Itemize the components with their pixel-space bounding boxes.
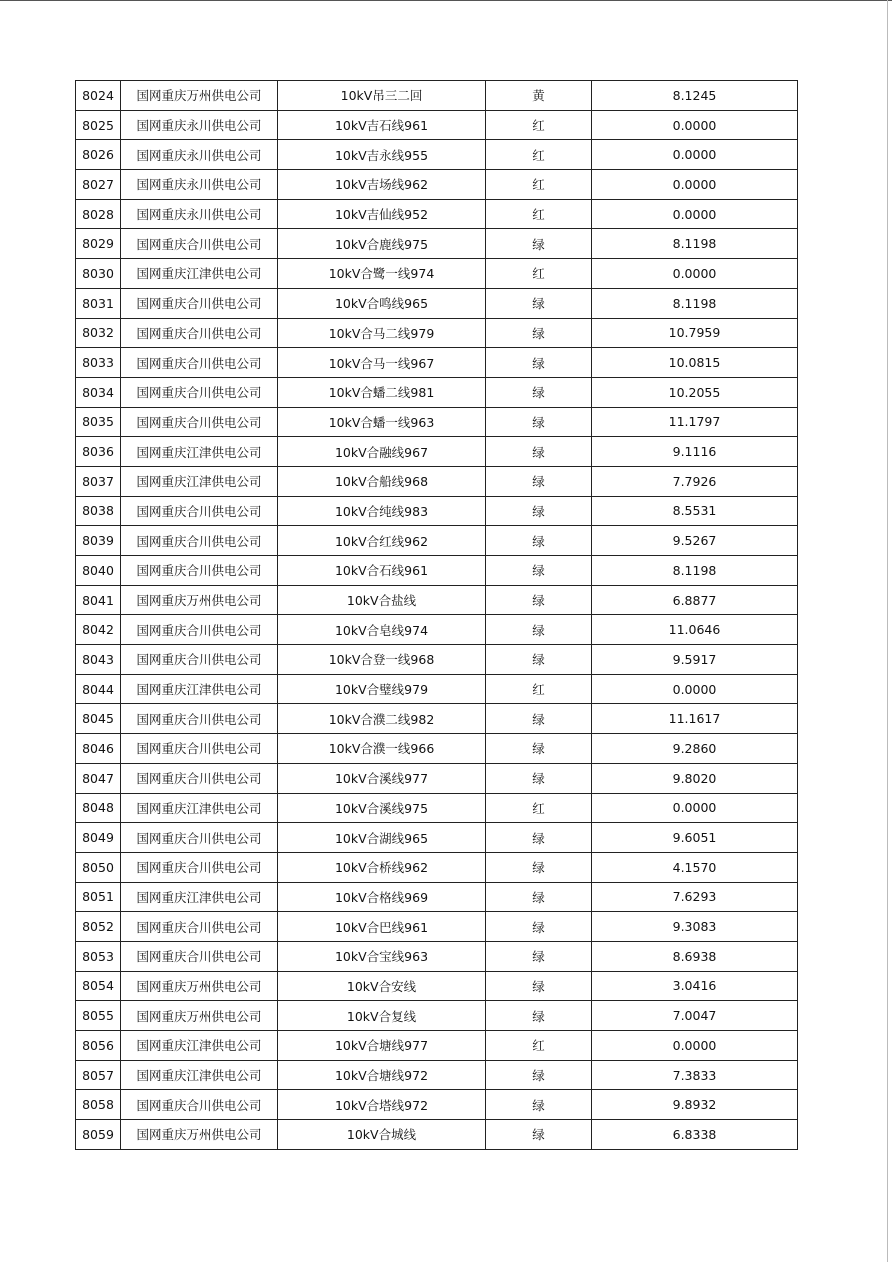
company-name-cell: 国网重庆合川供电公司 (121, 734, 278, 764)
line-name-cell: 10kV合安线 (278, 971, 486, 1001)
table-row (76, 81, 798, 111)
table-row (76, 971, 798, 1001)
line-name-cell: 10kV合融线967 (278, 437, 486, 467)
table-row (76, 734, 798, 764)
status-color-cell: 绿 (486, 437, 592, 467)
status-color-cell: 红 (486, 110, 592, 140)
company-name-cell: 国网重庆万州供电公司 (121, 1120, 278, 1150)
table-row (76, 348, 798, 378)
status-color-cell: 绿 (486, 1001, 592, 1031)
page-right-border (887, 0, 888, 1262)
company-name-cell: 国网重庆合川供电公司 (121, 823, 278, 853)
line-name-cell: 10kV合巴线961 (278, 912, 486, 942)
value-cell: 7.7926 (592, 466, 798, 496)
table-row (76, 823, 798, 853)
value-cell: 9.8020 (592, 763, 798, 793)
line-name-cell: 10kV吉永线955 (278, 140, 486, 170)
table-row (76, 882, 798, 912)
status-color-cell: 绿 (486, 1090, 592, 1120)
row-number-cell: 8051 (76, 882, 121, 912)
company-name-cell: 国网重庆合川供电公司 (121, 348, 278, 378)
value-cell: 9.2860 (592, 734, 798, 764)
row-number-cell: 8028 (76, 199, 121, 229)
status-color-cell: 红 (486, 674, 592, 704)
value-cell: 11.1617 (592, 704, 798, 734)
line-name-cell: 10kV合塔线972 (278, 1090, 486, 1120)
value-cell: 10.0815 (592, 348, 798, 378)
company-name-cell: 国网重庆江津供电公司 (121, 259, 278, 289)
value-cell: 7.3833 (592, 1060, 798, 1090)
company-name-cell: 国网重庆江津供电公司 (121, 437, 278, 467)
table-row (76, 259, 798, 289)
table-row (76, 793, 798, 823)
line-name-cell: 10kV吉仙线952 (278, 199, 486, 229)
table-row (76, 526, 798, 556)
row-number-cell: 8052 (76, 912, 121, 942)
company-name-cell: 国网重庆合川供电公司 (121, 407, 278, 437)
line-name-cell: 10kV吉石线961 (278, 110, 486, 140)
table-row (76, 110, 798, 140)
status-color-cell: 绿 (486, 882, 592, 912)
table-row (76, 1090, 798, 1120)
value-cell: 8.6938 (592, 941, 798, 971)
line-name-cell: 10kV合皂线974 (278, 615, 486, 645)
value-cell: 8.5531 (592, 496, 798, 526)
line-name-cell: 10kV合红线962 (278, 526, 486, 556)
company-name-cell: 国网重庆永川供电公司 (121, 170, 278, 200)
row-number-cell: 8037 (76, 466, 121, 496)
company-name-cell: 国网重庆合川供电公司 (121, 645, 278, 675)
table-row (76, 407, 798, 437)
table-row (76, 1060, 798, 1090)
status-color-cell: 绿 (486, 912, 592, 942)
status-color-cell: 绿 (486, 407, 592, 437)
value-cell: 11.0646 (592, 615, 798, 645)
line-name-cell: 10kV合石线961 (278, 556, 486, 586)
value-cell: 0.0000 (592, 199, 798, 229)
line-name-cell: 10kV合鸣线965 (278, 288, 486, 318)
company-name-cell: 国网重庆合川供电公司 (121, 704, 278, 734)
row-number-cell: 8042 (76, 615, 121, 645)
table-row (76, 704, 798, 734)
line-name-cell: 10kV合湖线965 (278, 823, 486, 853)
company-name-cell: 国网重庆永川供电公司 (121, 199, 278, 229)
table-row (76, 229, 798, 259)
row-number-cell: 8029 (76, 229, 121, 259)
company-name-cell: 国网重庆合川供电公司 (121, 556, 278, 586)
row-number-cell: 8031 (76, 288, 121, 318)
table-row (76, 199, 798, 229)
status-color-cell: 红 (486, 259, 592, 289)
line-name-cell: 10kV合璧线979 (278, 674, 486, 704)
status-color-cell: 黄 (486, 81, 592, 111)
table-row (76, 615, 798, 645)
company-name-cell: 国网重庆合川供电公司 (121, 763, 278, 793)
line-name-cell: 10kV合桥线962 (278, 852, 486, 882)
line-name-cell: 10kV合船线968 (278, 466, 486, 496)
row-number-cell: 8043 (76, 645, 121, 675)
row-number-cell: 8036 (76, 437, 121, 467)
table-row (76, 852, 798, 882)
company-name-cell: 国网重庆合川供电公司 (121, 229, 278, 259)
status-color-cell: 绿 (486, 288, 592, 318)
row-number-cell: 8054 (76, 971, 121, 1001)
line-name-cell: 10kV合鹭一线974 (278, 259, 486, 289)
company-name-cell: 国网重庆合川供电公司 (121, 526, 278, 556)
table-row (76, 377, 798, 407)
company-name-cell: 国网重庆合川供电公司 (121, 318, 278, 348)
table-row (76, 1120, 798, 1150)
company-name-cell: 国网重庆永川供电公司 (121, 110, 278, 140)
table-row (76, 674, 798, 704)
line-name-cell: 10kV合濮二线982 (278, 704, 486, 734)
status-color-cell: 红 (486, 140, 592, 170)
value-cell: 9.6051 (592, 823, 798, 853)
table-row (76, 1031, 798, 1061)
status-color-cell: 红 (486, 170, 592, 200)
value-cell: 9.5917 (592, 645, 798, 675)
status-color-cell: 绿 (486, 556, 592, 586)
line-name-cell: 10kV合濮一线966 (278, 734, 486, 764)
line-name-cell: 10kV合登一线968 (278, 645, 486, 675)
page-top-border (0, 0, 892, 1)
value-cell: 9.3083 (592, 912, 798, 942)
value-cell: 0.0000 (592, 259, 798, 289)
value-cell: 8.1245 (592, 81, 798, 111)
status-color-cell: 红 (486, 1031, 592, 1061)
feeder-table (75, 80, 798, 1150)
table-row (76, 556, 798, 586)
status-color-cell: 绿 (486, 377, 592, 407)
value-cell: 10.2055 (592, 377, 798, 407)
table-row (76, 763, 798, 793)
company-name-cell: 国网重庆万州供电公司 (121, 971, 278, 1001)
row-number-cell: 8033 (76, 348, 121, 378)
row-number-cell: 8055 (76, 1001, 121, 1031)
line-name-cell: 10kV合宝线963 (278, 941, 486, 971)
line-name-cell: 10kV合蟠二线981 (278, 377, 486, 407)
row-number-cell: 8046 (76, 734, 121, 764)
table-row (76, 941, 798, 971)
value-cell: 8.1198 (592, 556, 798, 586)
value-cell: 4.1570 (592, 852, 798, 882)
company-name-cell: 国网重庆万州供电公司 (121, 81, 278, 111)
line-name-cell: 10kV合鹿线975 (278, 229, 486, 259)
company-name-cell: 国网重庆合川供电公司 (121, 852, 278, 882)
company-name-cell: 国网重庆合川供电公司 (121, 496, 278, 526)
table-row (76, 496, 798, 526)
status-color-cell: 绿 (486, 941, 592, 971)
value-cell: 0.0000 (592, 674, 798, 704)
row-number-cell: 8034 (76, 377, 121, 407)
company-name-cell: 国网重庆合川供电公司 (121, 912, 278, 942)
company-name-cell: 国网重庆江津供电公司 (121, 674, 278, 704)
company-name-cell: 国网重庆江津供电公司 (121, 1031, 278, 1061)
table-row (76, 140, 798, 170)
company-name-cell: 国网重庆永川供电公司 (121, 140, 278, 170)
row-number-cell: 8032 (76, 318, 121, 348)
row-number-cell: 8053 (76, 941, 121, 971)
status-color-cell: 绿 (486, 615, 592, 645)
status-color-cell: 红 (486, 793, 592, 823)
status-color-cell: 绿 (486, 229, 592, 259)
value-cell: 9.8932 (592, 1090, 798, 1120)
value-cell: 0.0000 (592, 110, 798, 140)
company-name-cell: 国网重庆合川供电公司 (121, 941, 278, 971)
line-name-cell: 10kV合塘线972 (278, 1060, 486, 1090)
row-number-cell: 8038 (76, 496, 121, 526)
row-number-cell: 8039 (76, 526, 121, 556)
row-number-cell: 8026 (76, 140, 121, 170)
line-name-cell: 10kV合城线 (278, 1120, 486, 1150)
row-number-cell: 8024 (76, 81, 121, 111)
table-row (76, 912, 798, 942)
status-color-cell: 绿 (486, 645, 592, 675)
value-cell: 6.8877 (592, 585, 798, 615)
company-name-cell: 国网重庆合川供电公司 (121, 615, 278, 645)
row-number-cell: 8045 (76, 704, 121, 734)
company-name-cell: 国网重庆江津供电公司 (121, 793, 278, 823)
value-cell: 9.5267 (592, 526, 798, 556)
company-name-cell: 国网重庆万州供电公司 (121, 585, 278, 615)
company-name-cell: 国网重庆万州供电公司 (121, 1001, 278, 1031)
line-name-cell: 10kV合纯线983 (278, 496, 486, 526)
table-row (76, 1001, 798, 1031)
status-color-cell: 绿 (486, 348, 592, 378)
row-number-cell: 8044 (76, 674, 121, 704)
value-cell: 0.0000 (592, 1031, 798, 1061)
line-name-cell: 10kV吊三二回 (278, 81, 486, 111)
line-name-cell: 10kV合复线 (278, 1001, 486, 1031)
status-color-cell: 绿 (486, 971, 592, 1001)
company-name-cell: 国网重庆合川供电公司 (121, 1090, 278, 1120)
line-name-cell: 10kV合溪线975 (278, 793, 486, 823)
status-color-cell: 绿 (486, 852, 592, 882)
status-color-cell: 绿 (486, 1060, 592, 1090)
status-color-cell: 绿 (486, 585, 592, 615)
status-color-cell: 绿 (486, 763, 592, 793)
status-color-cell: 绿 (486, 704, 592, 734)
table-row (76, 437, 798, 467)
value-cell: 8.1198 (592, 288, 798, 318)
line-name-cell: 10kV合马二线979 (278, 318, 486, 348)
table-row (76, 466, 798, 496)
row-number-cell: 8050 (76, 852, 121, 882)
status-color-cell: 红 (486, 199, 592, 229)
row-number-cell: 8049 (76, 823, 121, 853)
value-cell: 7.0047 (592, 1001, 798, 1031)
company-name-cell: 国网重庆合川供电公司 (121, 288, 278, 318)
line-name-cell: 10kV合格线969 (278, 882, 486, 912)
company-name-cell: 国网重庆合川供电公司 (121, 377, 278, 407)
value-cell: 0.0000 (592, 170, 798, 200)
status-color-cell: 绿 (486, 466, 592, 496)
value-cell: 7.6293 (592, 882, 798, 912)
line-name-cell: 10kV合塘线977 (278, 1031, 486, 1061)
table-row (76, 645, 798, 675)
status-color-cell: 绿 (486, 823, 592, 853)
company-name-cell: 国网重庆江津供电公司 (121, 466, 278, 496)
status-color-cell: 绿 (486, 1120, 592, 1150)
value-cell: 8.1198 (592, 229, 798, 259)
status-color-cell: 绿 (486, 318, 592, 348)
row-number-cell: 8030 (76, 259, 121, 289)
status-color-cell: 绿 (486, 496, 592, 526)
company-name-cell: 国网重庆江津供电公司 (121, 1060, 278, 1090)
value-cell: 3.0416 (592, 971, 798, 1001)
row-number-cell: 8058 (76, 1090, 121, 1120)
row-number-cell: 8041 (76, 585, 121, 615)
row-number-cell: 8047 (76, 763, 121, 793)
row-number-cell: 8048 (76, 793, 121, 823)
row-number-cell: 8027 (76, 170, 121, 200)
company-name-cell: 国网重庆江津供电公司 (121, 882, 278, 912)
row-number-cell: 8040 (76, 556, 121, 586)
value-cell: 0.0000 (592, 793, 798, 823)
row-number-cell: 8056 (76, 1031, 121, 1061)
status-color-cell: 绿 (486, 734, 592, 764)
line-name-cell: 10kV合溪线977 (278, 763, 486, 793)
line-name-cell: 10kV合马一线967 (278, 348, 486, 378)
value-cell: 11.1797 (592, 407, 798, 437)
table-row (76, 170, 798, 200)
value-cell: 0.0000 (592, 140, 798, 170)
line-name-cell: 10kV合盐线 (278, 585, 486, 615)
value-cell: 10.7959 (592, 318, 798, 348)
value-cell: 9.1116 (592, 437, 798, 467)
line-name-cell: 10kV吉场线962 (278, 170, 486, 200)
table-row (76, 585, 798, 615)
row-number-cell: 8025 (76, 110, 121, 140)
row-number-cell: 8035 (76, 407, 121, 437)
row-number-cell: 8057 (76, 1060, 121, 1090)
row-number-cell: 8059 (76, 1120, 121, 1150)
value-cell: 6.8338 (592, 1120, 798, 1150)
table-row (76, 318, 798, 348)
status-color-cell: 绿 (486, 526, 592, 556)
line-name-cell: 10kV合蟠一线963 (278, 407, 486, 437)
table-row (76, 288, 798, 318)
